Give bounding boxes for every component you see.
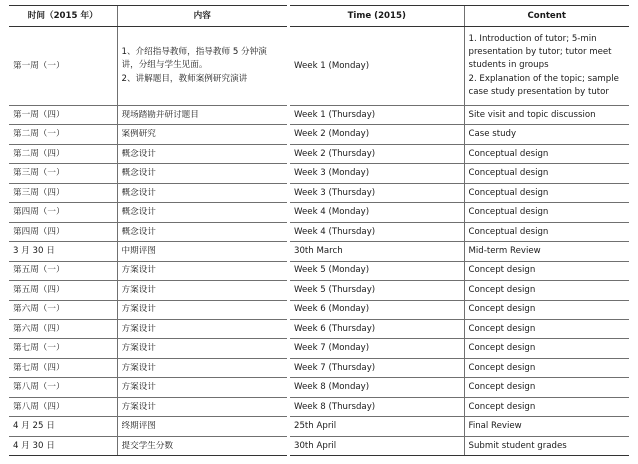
content-cell xyxy=(117,164,287,183)
time-cell xyxy=(9,27,117,106)
content-text: 提交学生分数 xyxy=(121,440,174,451)
time-cell xyxy=(290,144,464,163)
time-text: 第五周（四） xyxy=(13,284,65,295)
header-row xyxy=(9,6,287,27)
time-cell xyxy=(9,319,117,338)
content-text: Concept design xyxy=(468,265,536,276)
table-row xyxy=(290,378,629,397)
content-cell xyxy=(117,261,287,280)
content-cell xyxy=(464,281,629,300)
content-text: 方案设计 xyxy=(121,401,156,412)
content-text: Mid-term Review xyxy=(468,246,541,257)
time-cell xyxy=(9,125,117,144)
table-row xyxy=(9,242,287,261)
time-cell xyxy=(290,417,464,436)
time-cell xyxy=(290,319,464,338)
time-text: 第六周（四） xyxy=(13,323,65,334)
time-text: 第七周（一） xyxy=(13,343,65,354)
content-cell xyxy=(464,27,629,106)
table-row xyxy=(290,164,629,183)
time-cell xyxy=(290,203,464,222)
time-cell xyxy=(290,397,464,416)
table-row xyxy=(9,397,287,416)
content-text: 方案设计 xyxy=(121,323,156,334)
table-row xyxy=(290,27,629,106)
time-cell xyxy=(290,242,464,261)
time-cell xyxy=(290,339,464,358)
table-row xyxy=(290,319,629,338)
content-cell xyxy=(464,436,629,455)
time-text: Week 1 (Monday) xyxy=(294,60,370,71)
content-cell xyxy=(117,436,287,455)
time-cell xyxy=(290,183,464,202)
content-text: 方案设计 xyxy=(121,343,156,354)
content-text: Site visit and topic discussion xyxy=(468,109,596,120)
time-cell xyxy=(9,261,117,280)
time-cell xyxy=(9,281,117,300)
content-cell xyxy=(464,397,629,416)
table-row xyxy=(9,319,287,338)
content-cell xyxy=(464,242,629,261)
time-text: 第八周（四） xyxy=(13,401,65,412)
content-cell xyxy=(464,319,629,338)
time-text: 4 月 30 日 xyxy=(13,440,55,451)
header-row xyxy=(290,6,629,27)
time-text: Week 7 (Thursday) xyxy=(294,362,376,373)
content-cell xyxy=(464,125,629,144)
content-text: Submit student grades xyxy=(468,440,567,451)
content-cell xyxy=(117,397,287,416)
time-cell xyxy=(9,106,117,125)
content-cell xyxy=(464,164,629,183)
time-text: Week 4 (Thursday) xyxy=(294,226,376,237)
table-row xyxy=(9,222,287,241)
time-text: 25th April xyxy=(294,421,337,432)
content-text: 概念设计 xyxy=(121,148,156,159)
content-cell xyxy=(117,106,287,125)
content-text: 1、介绍指导教师，指导教师 5 分钟演 讲，分组与学生见面。 2、讲解题目，教师案例研究演讲 xyxy=(121,47,267,84)
time-text: 第五周（一） xyxy=(13,265,65,276)
content-cell xyxy=(464,144,629,163)
time-text: Week 6 (Monday) xyxy=(294,304,370,315)
table-row xyxy=(9,203,287,222)
time-cell xyxy=(9,242,117,261)
time-cell xyxy=(290,378,464,397)
time-cell xyxy=(9,378,117,397)
time-cell xyxy=(9,164,117,183)
table-row xyxy=(290,339,629,358)
content-text: Conceptual design xyxy=(468,226,549,237)
time-header: Time (2015) xyxy=(290,6,464,27)
time-cell xyxy=(9,203,117,222)
table-row xyxy=(290,281,629,300)
content-text: Concept design xyxy=(468,362,536,373)
time-cell xyxy=(9,417,117,436)
time-cell xyxy=(290,300,464,319)
content-header: 内容 xyxy=(117,6,287,27)
content-text: 终期评图 xyxy=(121,421,156,432)
content-text: 方案设计 xyxy=(121,362,156,373)
content-text: 方案设计 xyxy=(121,382,156,393)
time-header: 时间（2015 年） xyxy=(9,6,117,27)
content-cell xyxy=(464,300,629,319)
table-row xyxy=(9,27,287,106)
table-row xyxy=(290,417,629,436)
table-row xyxy=(9,358,287,377)
table-row xyxy=(290,125,629,144)
content-text: 现场踏勘并研讨题目 xyxy=(121,109,199,120)
time-cell xyxy=(290,281,464,300)
content-text: 概念设计 xyxy=(121,168,156,179)
content-cell xyxy=(464,203,629,222)
time-text: Week 2 (Monday) xyxy=(294,129,370,140)
time-cell xyxy=(290,436,464,455)
content-cell xyxy=(117,203,287,222)
time-text: Week 8 (Monday) xyxy=(294,382,370,393)
content-cell xyxy=(117,339,287,358)
time-text: Week 7 (Monday) xyxy=(294,343,370,354)
content-cell xyxy=(117,281,287,300)
time-text: 第一周（一） xyxy=(13,60,65,71)
content-cell xyxy=(117,319,287,338)
content-text: Final Review xyxy=(468,421,522,432)
content-cell xyxy=(117,144,287,163)
table-row xyxy=(9,261,287,280)
content-cell xyxy=(464,106,629,125)
time-text: 第三周（一） xyxy=(13,168,65,179)
time-cell xyxy=(9,144,117,163)
table-body xyxy=(9,27,287,456)
content-text: 概念设计 xyxy=(121,226,156,237)
table-row xyxy=(290,106,629,125)
time-cell xyxy=(290,27,464,106)
time-text: 第二周（一） xyxy=(13,129,65,140)
time-text: 第六周（一） xyxy=(13,304,65,315)
table-row xyxy=(290,358,629,377)
time-cell xyxy=(290,164,464,183)
time-text: Week 3 (Monday) xyxy=(294,168,370,179)
table-row xyxy=(290,436,629,455)
time-text: Week 1 (Thursday) xyxy=(294,109,376,120)
time-cell xyxy=(9,397,117,416)
content-text: Concept design xyxy=(468,343,536,354)
table-row xyxy=(290,397,629,416)
table-row xyxy=(9,339,287,358)
time-cell xyxy=(9,183,117,202)
table-row xyxy=(290,144,629,163)
content-text: 1. Introduction of tutor; 5-min presentation by tutor; tutor meet students in groups 2. Explanation of the topic; sample case study presentation by tutor xyxy=(468,33,619,97)
time-text: 第七周（四） xyxy=(13,362,65,373)
time-text: 第二周（四） xyxy=(13,148,65,159)
content-text: 方案设计 xyxy=(121,265,156,276)
time-text: 30th April xyxy=(294,440,337,451)
table-body xyxy=(290,27,629,456)
time-text: 第四周（四） xyxy=(13,226,65,237)
content-cell xyxy=(464,261,629,280)
time-cell xyxy=(290,261,464,280)
table-row xyxy=(9,436,287,455)
time-text: Week 2 (Thursday) xyxy=(294,148,376,159)
table-row xyxy=(9,417,287,436)
time-text: 第四周（一） xyxy=(13,207,65,218)
content-cell xyxy=(117,125,287,144)
time-text: Week 8 (Thursday) xyxy=(294,401,376,412)
content-text: Concept design xyxy=(468,304,536,315)
content-text: 概念设计 xyxy=(121,207,156,218)
time-cell xyxy=(290,125,464,144)
content-cell xyxy=(117,358,287,377)
content-cell xyxy=(464,417,629,436)
content-cell xyxy=(464,339,629,358)
time-cell xyxy=(9,436,117,455)
time-cell xyxy=(9,339,117,358)
table-row xyxy=(9,378,287,397)
content-header: Content xyxy=(464,6,629,27)
content-text: 概念设计 xyxy=(121,187,156,198)
content-text: Concept design xyxy=(468,401,536,412)
table-row xyxy=(290,300,629,319)
time-cell xyxy=(9,222,117,241)
content-text: Conceptual design xyxy=(468,187,549,198)
content-cell xyxy=(464,358,629,377)
time-text: 第三周（四） xyxy=(13,187,65,198)
time-text: Week 3 (Thursday) xyxy=(294,187,376,198)
content-cell xyxy=(117,27,287,106)
time-text: Week 5 (Monday) xyxy=(294,265,370,276)
content-text: 案例研究 xyxy=(121,129,156,140)
content-text: 方案设计 xyxy=(121,304,156,315)
content-cell xyxy=(117,242,287,261)
content-cell xyxy=(117,378,287,397)
table-row xyxy=(9,164,287,183)
time-text: Week 6 (Thursday) xyxy=(294,323,376,334)
time-cell xyxy=(290,106,464,125)
table-row xyxy=(9,300,287,319)
table-row xyxy=(9,281,287,300)
time-cell xyxy=(9,300,117,319)
content-text: Concept design xyxy=(468,284,536,295)
content-text: 方案设计 xyxy=(121,284,156,295)
content-cell xyxy=(117,300,287,319)
time-text: Week 4 (Monday) xyxy=(294,207,370,218)
time-text: 4 月 25 日 xyxy=(13,421,55,432)
time-text: 第八周（一） xyxy=(13,382,65,393)
time-cell xyxy=(290,222,464,241)
schedule-table-chinese xyxy=(9,5,287,456)
content-text: Conceptual design xyxy=(468,148,549,159)
time-text: 第一周（四） xyxy=(13,109,65,120)
time-text: 30th March xyxy=(294,246,343,257)
table-row xyxy=(290,222,629,241)
content-cell xyxy=(117,222,287,241)
table-row xyxy=(290,261,629,280)
content-text: Conceptual design xyxy=(468,168,549,179)
content-text: Conceptual design xyxy=(468,207,549,218)
content-text: Concept design xyxy=(468,382,536,393)
table-row xyxy=(290,183,629,202)
content-text: 中期评图 xyxy=(121,246,156,257)
time-text: Week 5 (Thursday) xyxy=(294,284,376,295)
table-row xyxy=(9,144,287,163)
content-cell xyxy=(464,222,629,241)
content-text: Concept design xyxy=(468,323,536,334)
content-cell xyxy=(117,183,287,202)
schedule-table-english xyxy=(290,5,629,456)
content-text: Case study xyxy=(468,129,517,140)
table-row xyxy=(9,183,287,202)
time-cell xyxy=(290,358,464,377)
content-cell xyxy=(464,378,629,397)
content-cell xyxy=(464,183,629,202)
table-row xyxy=(290,242,629,261)
table-row xyxy=(290,203,629,222)
time-text: 3 月 30 日 xyxy=(13,246,55,257)
table-row xyxy=(9,125,287,144)
content-cell xyxy=(117,417,287,436)
table-row xyxy=(9,106,287,125)
time-cell xyxy=(9,358,117,377)
